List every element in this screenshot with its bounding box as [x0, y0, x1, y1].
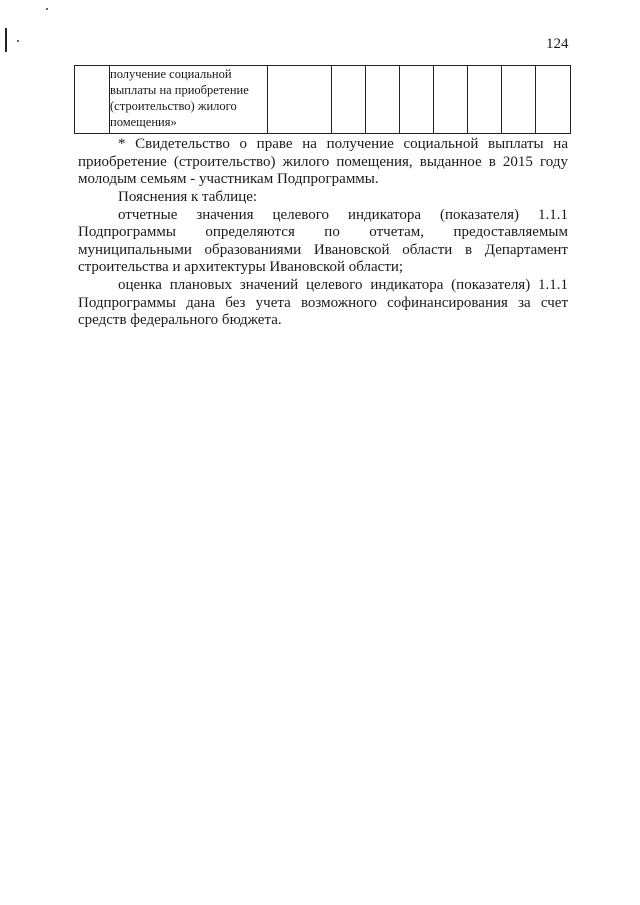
footnote-line: приобретение (строительство) жилого помещения, выданное в 2015 году — [78, 153, 568, 170]
indicator-table — [74, 65, 571, 134]
footnote-line: молодым семьям - участникам Подпрограммы. — [78, 171, 379, 188]
note-item-line: Подпрограммы дана без учета возможного софинансирования за счет — [78, 294, 568, 311]
note-item-line: оценка плановых значений целевого индикатора (показателя) 1.1.1 — [118, 276, 568, 293]
table-cell-value — [366, 66, 400, 134]
table-cell-number — [75, 66, 110, 134]
table-cell-indicator-name: получение социальной выплаты на приобретение (строительство) жилого помещения» — [110, 66, 268, 134]
page-number: 124 — [546, 36, 569, 52]
table-cell-value — [536, 66, 571, 134]
footnote-line: * Свидетельство о праве на получение социальной выплаты на — [118, 136, 568, 152]
notes-heading: Пояснения к таблице: — [118, 189, 258, 205]
table-cell-value — [332, 66, 366, 134]
scan-edge-mark — [5, 28, 7, 52]
table-cell-value — [400, 66, 434, 134]
scan-speck — [17, 40, 19, 42]
table-cell-value — [468, 66, 502, 134]
note-item-line: отчетные значения целевого индикатора (показателя) 1.1.1 — [118, 206, 568, 223]
scan-speck — [46, 8, 48, 10]
table-cell-value — [434, 66, 468, 134]
table-cell-value — [502, 66, 536, 134]
table-cell-unit — [268, 66, 332, 134]
note-item-line: муниципальными образованиями Ивановской области в Департамент — [78, 241, 568, 258]
note-item-line: Подпрограммы определяются по отчетам, предоставляемым — [78, 224, 568, 241]
table-notes — [78, 189, 568, 330]
note-item-line: строительства и архитектуры Ивановской области; — [78, 259, 404, 276]
table-row — [75, 66, 571, 134]
footnote — [78, 136, 568, 189]
note-item-line: средств федерального бюджета. — [78, 312, 282, 329]
